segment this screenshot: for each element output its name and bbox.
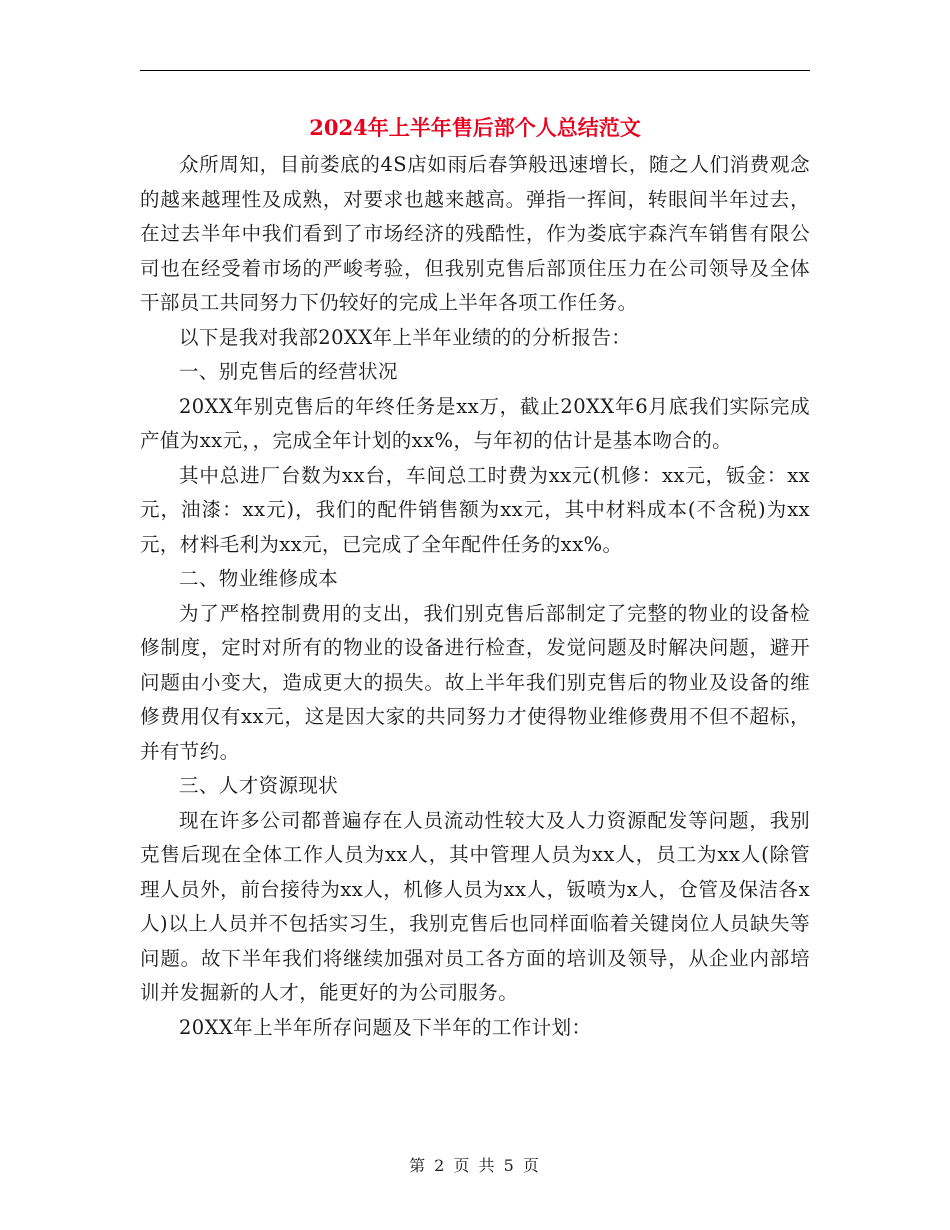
paragraph-annual-target: 20XX年别克售后的年终任务是xx万，截止20XX年6月底我们实际完成产值为xx元，，完成全年计划的xx%，与年初的估计是基本吻合的。	[140, 394, 810, 452]
paragraph-talent-status: 现在许多公司都普遍存在人员流动性较大及人力资源配发等问题，我别克售后现在全体工作人员为xx人，其中管理人员为xx人，员工为xx人(除管理人员外，前台接待为xx人，机修人员为xx人，钣喷为x人，仓管及保洁各x人)以上人员并不包括实习生，我别克售后也同样面临着关键岗位人员缺失等问题。故下半年我们将继续加强对员工各方面的培训及领导，从企业内部培训并发掘新的人才，能更好的为公司服务。	[140, 808, 810, 1004]
document-title: 2024年上半年售后部个人总结范文	[309, 115, 641, 140]
paragraph-maintenance-cost: 为了严格控制费用的支出，我们别克售后部制定了完整的物业的设备检修制度，定时对所有的物业的设备进行检查，发觉问题及时解决问题，避开问题由小变大，造成更大的损失。故上半年我们别克售后的物业及设备的维修费用仅有xx元，这是因大家的共同努力才使得物业维修费用不但不超标，并有节约。	[140, 601, 810, 763]
header-rule	[140, 70, 810, 71]
section-heading-operations: 一、别克售后的经营状况	[179, 360, 398, 383]
section-heading-talent: 三、人才资源现状	[179, 774, 339, 797]
paragraph-intro: 众所周知，目前娄底的4S店如雨后春笋般迅速增长，随之人们消费观念的越来越理性及成熟，对要求也越来越高。弹指一挥间，转眼间半年过去，在过去半年中我们看到了市场经济的残酷性，作为娄底宇森汽车销售有限公司也在经受着市场的严峻考验，但我别克售后部顶住压力在公司领导及全体干部员工共同努力下仍较好的完成上半年各项工作任务。	[140, 153, 810, 314]
section-heading-maintenance: 二、物业维修成本	[179, 567, 339, 590]
paragraph-issues-plan: 20XX年上半年所存问题及下半年的工作计划：	[179, 1015, 592, 1039]
paragraph-workshop-figures: 其中总进厂台数为xx台，车间总工时费为xx元(机修：xx元，钣金：xx元，油漆：xx元)，我们的配件销售额为xx元，其中材料成本(不含税)为xx元，材料毛利为xx元，已完成了全年配件任务的xx%。	[140, 463, 810, 556]
document-body	[140, 148, 810, 1045]
page-number: 第 2 页 共 5 页	[409, 1156, 541, 1175]
paragraph-report-lead: 以下是我对我部20XX年上半年业绩的的分析报告：	[179, 325, 632, 349]
